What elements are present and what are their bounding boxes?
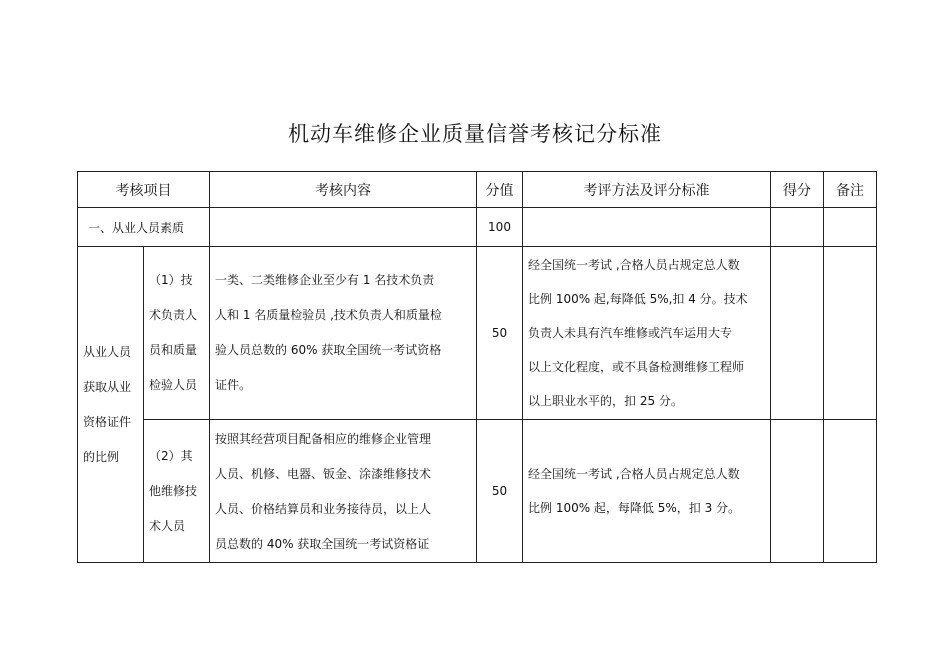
header-method: 考评方法及评分标准 xyxy=(523,172,771,208)
table-row xyxy=(78,247,877,420)
section-content-cell xyxy=(210,208,477,247)
header-remark: 备注 xyxy=(824,172,877,208)
section-label: 一、从业人员素质 xyxy=(78,208,210,247)
group-label-line: 资格证件 xyxy=(83,414,132,429)
method-line: 经全国统一考试 ,合格人员占规定总人数 xyxy=(528,258,740,272)
sub-item-line: （2）其 xyxy=(149,448,193,463)
method-line: 比例 100% 起，每降低 5%，扣 3 分。 xyxy=(528,501,741,515)
section-got-cell xyxy=(771,208,824,247)
method-line: 比例 100% 起,每降低 5%,扣 4 分。技术 xyxy=(528,292,748,306)
content-line: 按照其经营项目配备相应的维修企业管理 xyxy=(215,432,432,446)
method-line: 以上文化程度，或不具备检测维修工程师 xyxy=(528,360,745,374)
table-row xyxy=(78,420,877,563)
content-line: 验人员总数的 60% 获取全国统一考试资格 xyxy=(215,343,442,357)
score-cell: 50 xyxy=(477,247,523,420)
sub-item-cell xyxy=(144,420,210,563)
page-title: 机动车维修企业质量信誉考核记分标准 xyxy=(288,122,662,146)
header-content: 考核内容 xyxy=(210,172,477,208)
sub-item-line: 他维修技 xyxy=(149,483,198,498)
sub-item-line: 检验人员 xyxy=(149,378,198,392)
method-line: 经全国统一考试 ,合格人员占规定总人数 xyxy=(528,467,740,481)
content-line: 人和 1 名质量检验员 ,技术负责人和质量检 xyxy=(215,308,442,322)
remark-cell xyxy=(824,247,877,420)
scoring-table xyxy=(77,171,877,563)
content-cell xyxy=(210,420,477,563)
group-label-line: 的比例 xyxy=(83,449,120,464)
header-item: 考核项目 xyxy=(78,172,210,208)
method-line: 负责人未具有汽车维修或汽车运用大专 xyxy=(528,326,733,340)
sub-item-cell xyxy=(144,247,210,420)
content-line: 人员、价格结算员和业务接待员，以上人 xyxy=(215,502,432,516)
section-row xyxy=(78,208,877,247)
header-got: 得分 xyxy=(771,172,824,208)
sub-item-line: 术负责人 xyxy=(149,308,198,322)
sub-item-line: 术人员 xyxy=(149,518,186,533)
content-line: 人员、机修、电器、钣金、涂漆维修技术 xyxy=(215,467,432,481)
got-cell xyxy=(771,247,824,420)
score-cell: 50 xyxy=(477,420,523,563)
section-method-cell xyxy=(523,208,771,247)
header-score: 分值 xyxy=(477,172,523,208)
group-label-line: 获取从业 xyxy=(83,379,132,394)
sub-item-line: 员和质量 xyxy=(149,343,198,357)
sub-item-line: （1）技 xyxy=(149,273,193,287)
section-remark-cell xyxy=(824,208,877,247)
remark-cell xyxy=(824,420,877,563)
method-line: 以上职业水平的，扣 25 分。 xyxy=(528,394,683,408)
group-label-line: 从业人员 xyxy=(83,344,132,359)
table-header-row xyxy=(78,172,877,208)
method-cell xyxy=(523,420,771,563)
method-cell xyxy=(523,247,771,420)
content-line: 一类、二类维修企业至少有 1 名技术负责 xyxy=(215,273,435,287)
got-cell xyxy=(771,420,824,563)
group-label-cell xyxy=(78,247,144,563)
content-cell xyxy=(210,247,477,420)
section-score: 100 xyxy=(477,208,523,247)
content-line: 证件。 xyxy=(215,378,252,392)
content-line: 员总数的 40% 获取全国统一考试资格证 xyxy=(215,537,430,551)
